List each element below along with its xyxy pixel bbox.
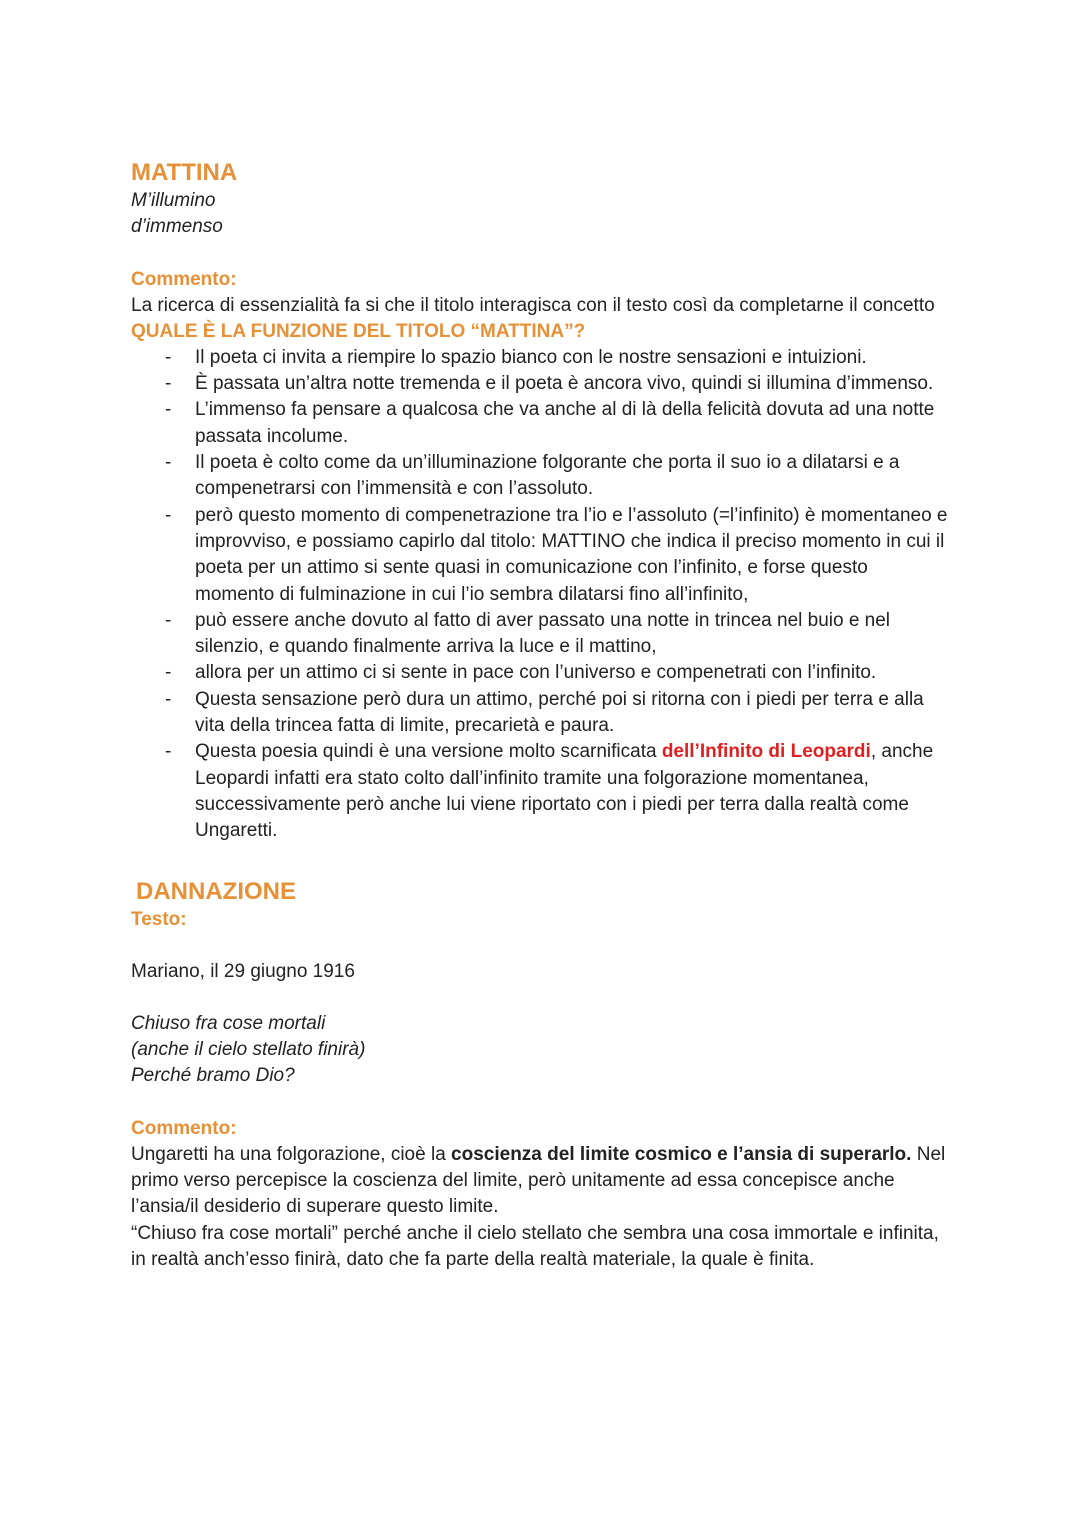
section-title-mattina: MATTINA — [131, 159, 238, 186]
commento-text: La ricerca di essenzialità fa si che il titolo interagisca con il testo così da completarne il concetto — [131, 294, 935, 316]
spacer — [131, 845, 951, 877]
list-item: - È passata un’altra notte tremenda e il poeta è ancora vivo, quindi si illumina d’immenso. — [131, 371, 951, 397]
place-date: Mariano, il 29 giugno 1916 — [131, 960, 355, 982]
commento-label: Commento: — [131, 268, 237, 290]
poem-line: M’illumino — [131, 190, 216, 211]
poem-line: Perché bramo Dio? — [131, 1065, 295, 1087]
bold-phrase: coscienza del limite cosmico e l’ansia di superarlo. — [451, 1143, 912, 1165]
spacer — [131, 1090, 951, 1116]
list-item: - Il poeta è colto come da un’illuminazione folgorante che porta il suo io a dilatarsi e a compenetrarsi con l’immensità e con l’assoluto. — [131, 450, 951, 503]
list-item: - Questa sensazione però dura un attimo, perché poi si ritorna con i piedi per terra e alla vita della trincea fatta di limite, precarietà e paura. — [131, 687, 951, 740]
spacer — [131, 985, 951, 1011]
question-heading: QUALE È LA FUNZIONE DEL TITOLO “MATTINA”? — [131, 320, 586, 342]
item-text: Questa poesia quindi è una versione molto scarnificata — [195, 741, 662, 763]
section-title-dannazione: DANNAZIONE — [136, 877, 296, 905]
document-content — [131, 158, 951, 1273]
spacer — [131, 241, 951, 267]
commento-paragraph: “Chiuso fra cose mortali” perché anche il cielo stellato che sembra una cosa immortale e infinita, in realtà anch’esso finirà, dato che fa parte della realtà materiale, la quale è finita. — [131, 1222, 939, 1270]
list-item: - però questo momento di compenetrazione tra l’io e l’assoluto (=l’infinito) è momentaneo e improvviso, e possiamo capirlo dal titolo: MATTINO che indica il preciso momento in cui il poeta per un attimo si sente quasi in comunicazione con l’infinito, e forse questo momento di fulminazione in cui l’io sembra dilatarsi fino all’infinito, — [131, 503, 951, 608]
paragraph-text: Nel primo verso percepisce la coscienza del limite, però unitamente ad essa concepisce anche l’ansia/il desiderio di superare questo limite. — [131, 1143, 946, 1218]
paragraph-text: Ungaretti ha una folgorazione, cioè la — [131, 1143, 452, 1165]
list-item: - può essere anche dovuto al fatto di aver passato una notte in trincea nel buio e nel silenzio, e quando finalmente arriva la luce e il mattino, — [131, 608, 951, 661]
list-item-leopardi — [131, 739, 951, 844]
poem-line: Chiuso fra cose mortali — [131, 1012, 326, 1034]
commento-label: Commento: — [131, 1117, 237, 1139]
item-text: , anche Leopardi infatti era stato colto dall’infinito tramite una folgorazione momentanea, successivamente però anche lui viene riportato con i piedi per terra dalla realtà come Ungaretti. — [195, 741, 934, 842]
list-item: - L’immenso fa pensare a qualcosa che va anche al di là della felicità dovuta ad una notte passata incolume. — [131, 397, 951, 450]
commento-paragraph — [131, 1142, 951, 1221]
list-item: - allora per un attimo ci si sente in pace con l’universo e compenetrati con l’infinito. — [131, 660, 951, 686]
leopardi-highlight: dell’Infinito di Leopardi — [661, 741, 871, 763]
function-list — [131, 345, 951, 845]
poem-line: d’immenso — [131, 216, 223, 238]
list-item: - Il poeta ci invita a riempire lo spazio bianco con le nostre sensazioni e intuizioni. — [131, 345, 951, 371]
testo-label: Testo: — [131, 908, 187, 930]
spacer — [131, 933, 951, 959]
poem-line: (anche il cielo stellato finirà) — [131, 1039, 366, 1061]
